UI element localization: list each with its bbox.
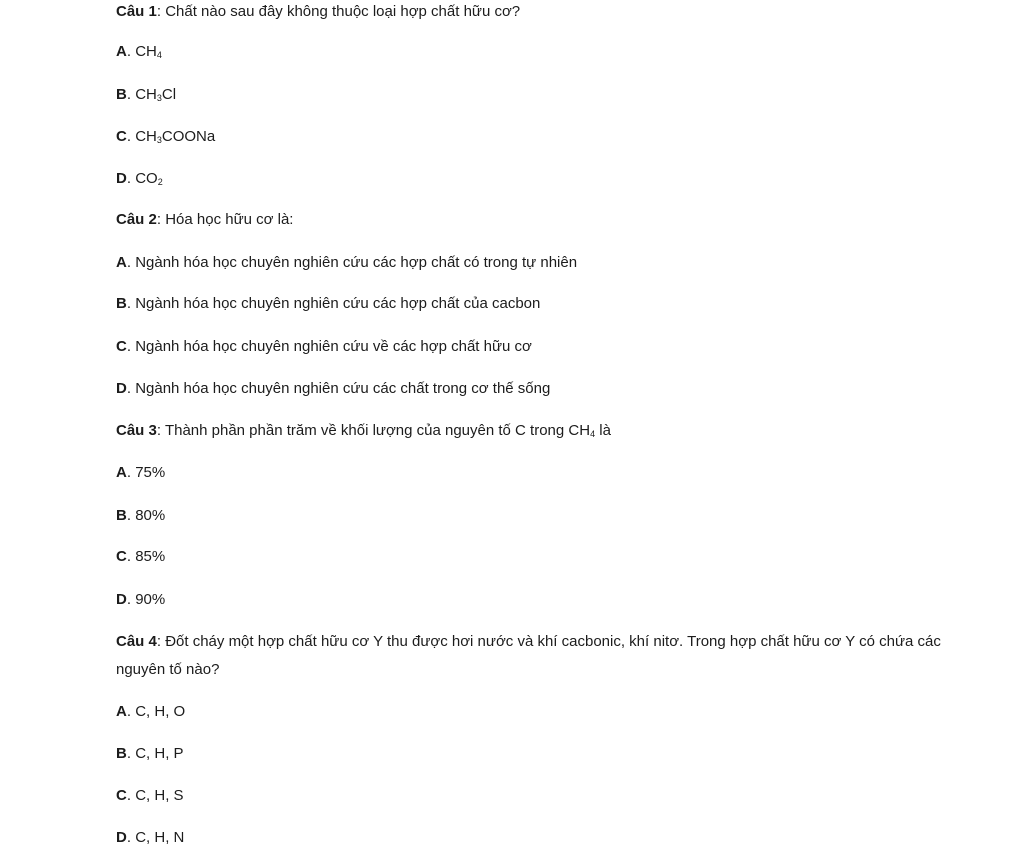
question-label: Câu 4: [116, 633, 157, 650]
question-label: Câu 3: [116, 422, 157, 439]
q2-option-b: B. Ngành hóa học chuyên nghiên cứu các hợp chất của cacbon: [116, 295, 541, 312]
question-4: Câu 4: Đốt cháy một hợp chất hữu cơ Y thu được hơi nước và khí cacbonic, khí nitơ. Trong hợp chất hữu cơ Y có chứa các nguyên tố nào?: [116, 633, 941, 678]
option-letter: C: [116, 548, 127, 565]
question-label: Câu 2: [116, 211, 157, 228]
option-letter: A: [116, 464, 127, 481]
option-letter: A: [116, 43, 127, 60]
option-letter: C: [116, 787, 127, 804]
q3-option-c: C. 85%: [116, 548, 166, 565]
option-letter: B: [116, 86, 127, 103]
question-text: Chất nào sau đây không thuộc loại hợp chất hữu cơ?: [165, 3, 521, 20]
option-letter: A: [116, 254, 127, 271]
q3-option-a: A. 75%: [116, 464, 166, 481]
question-text: Hóa học hữu cơ là:: [165, 211, 294, 228]
q2-option-c: C. Ngành hóa học chuyên nghiên cứu về các hợp chất hữu cơ: [116, 338, 532, 355]
q3-option-d: D. 90%: [116, 591, 166, 608]
option-letter: B: [116, 745, 127, 762]
option-letter: D: [116, 380, 127, 397]
q1-option-c: C. $CH_3COONa$: [116, 128, 216, 145]
q2-option-d: D. Ngành hóa học chuyên nghiên cứu các chất trong cơ thế sống: [116, 380, 551, 397]
question-1: Câu 1: Chất nào sau đây không thuộc loại hợp chất hữu cơ?: [116, 3, 521, 20]
q4-option-c: C. C, H, S: [116, 787, 184, 804]
option-letter: D: [116, 170, 127, 187]
option-letter: D: [116, 591, 127, 608]
q1-option-b: B. $CH_3Cl$: [116, 86, 177, 103]
option-letter: A: [116, 703, 127, 720]
question-text: Đốt cháy một hợp chất hữu cơ Y thu được hơi nước và khí cacbonic, khí nitơ. Trong hợp chất hữu cơ Y có chứa các nguyên tố nào?: [116, 633, 941, 678]
q2-option-a: A. Ngành hóa học chuyên nghiên cứu các hợp chất có trong tự nhiên: [116, 254, 578, 271]
q1-option-d: D. $CO_2$: [116, 170, 163, 187]
question-2: Câu 2: Hóa học hữu cơ là:: [116, 211, 294, 228]
q4-option-d: D. C, H, N: [116, 829, 185, 846]
option-letter: B: [116, 295, 127, 312]
option-letter: C: [116, 128, 127, 145]
option-letter: D: [116, 829, 127, 846]
option-letter: B: [116, 507, 127, 524]
q4-option-a: A. C, H, O: [116, 703, 186, 720]
question-label: Câu 1: [116, 3, 157, 20]
q1-option-a: A. $CH_4$: [116, 43, 162, 60]
question-text: Thành phần phần trăm về khối lượng của nguyên tố C trong CH: [164, 422, 591, 439]
q4-option-b: B. C, H, P: [116, 745, 184, 762]
question-3: Câu 3: Thành phần phần trăm về khối lượng của nguyên tố C trong $CH_4$ là: [116, 422, 611, 439]
q3-option-b: B. 80%: [116, 507, 166, 524]
option-letter: C: [116, 338, 127, 355]
